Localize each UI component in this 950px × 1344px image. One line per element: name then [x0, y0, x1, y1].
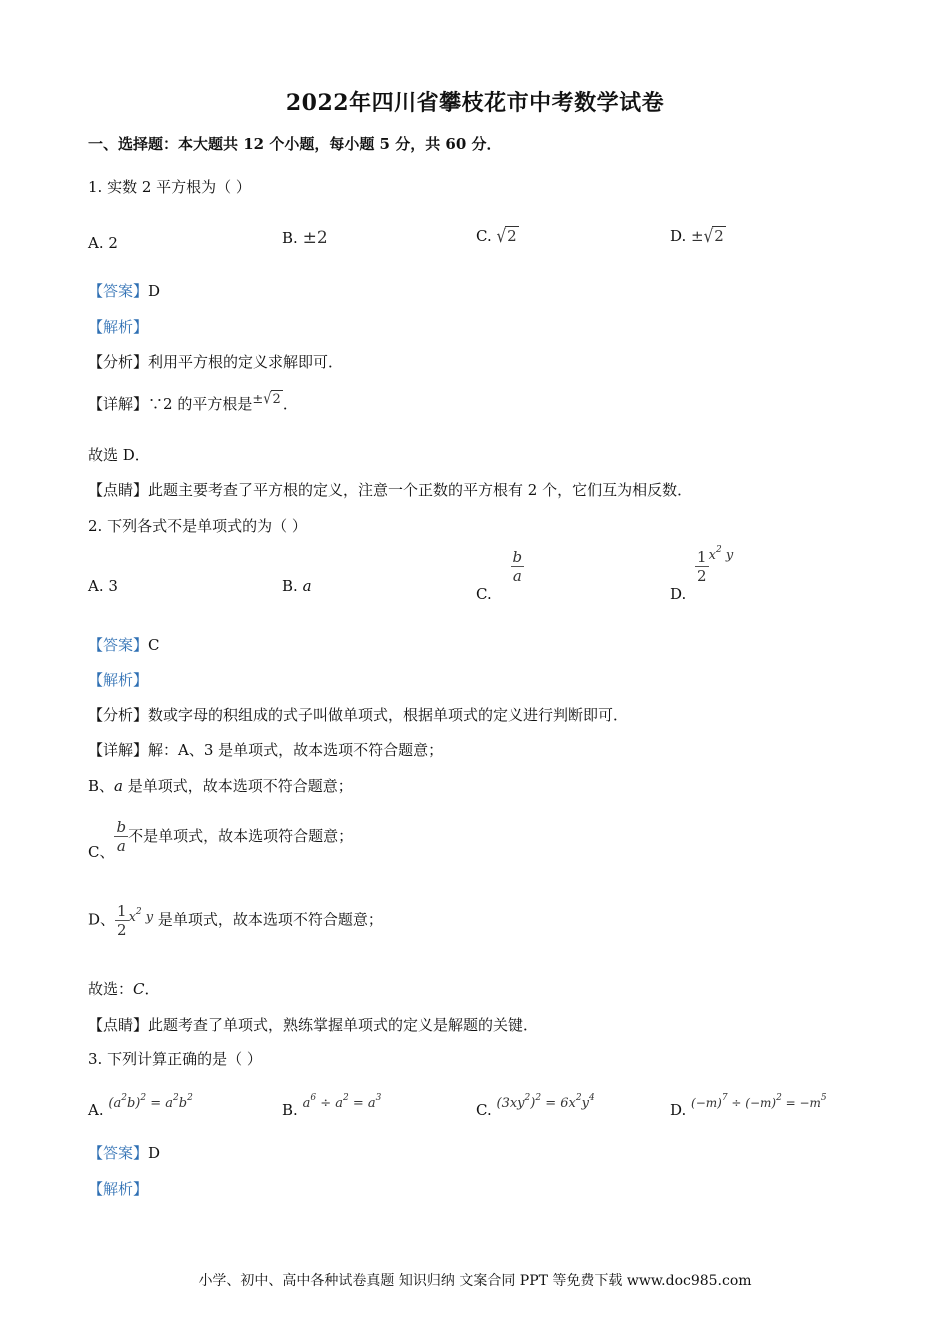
section-heading: 一、选择题：本大题共 12 个小题，每小题 5 分，共 60 分．: [88, 135, 502, 153]
q1-fenxi: 【分析】利用平方根的定义求解即可．: [88, 353, 344, 371]
q1-analysis-tag: 【解析】: [88, 318, 149, 336]
q2-answer: 【答案】C: [88, 636, 160, 654]
page-title: 2022年四川省攀枝花市中考数学试卷: [285, 90, 665, 116]
q2-stem: 2. 下列各式不是单项式的为（ ）: [88, 517, 307, 535]
q3-option-c: C. $(3xy^2)^2 = 6x^2y^4$: [476, 1093, 595, 1119]
q2-dianjing: 【点睛】此题考查了单项式，熟练掌握单项式的定义是解题的关键．: [88, 1016, 539, 1034]
q2-option-b: B. a: [282, 577, 312, 595]
q3-option-d: D. $(-m)^7 \div (-m)^2 = -m^5$: [670, 1093, 827, 1119]
q3-option-a: A. $(a^2b)^2 = a^2b^2$: [88, 1093, 193, 1119]
q1-option-c: C. √2: [476, 225, 517, 247]
q3-option-b: B. $a^6 \div a^2 = a^3$: [282, 1093, 382, 1119]
q2-line-b: B、a 是单项式，故本选项不符合题意；: [88, 777, 353, 795]
q1-option-d: D. ±√2: [670, 225, 724, 247]
q2-choose: 故选：C．: [88, 980, 160, 998]
q2-option-d: D. $\frac{1}{2}$ $x^2$ y: [670, 544, 734, 603]
q2-option-c: C. $\frac{b}{a}$: [476, 548, 523, 603]
q1-dianjing: 【点睛】此题主要考查了平方根的定义，注意一个正数的平方根有 2 个，它们互为相反数．: [88, 481, 693, 499]
q1-answer: 【答案】D: [88, 282, 161, 300]
sqrt-symbol: 2: [507, 227, 517, 245]
q2-option-a: A. 3: [88, 577, 118, 595]
q3-stem: 3. 下列计算正确的是（ ）: [88, 1050, 262, 1068]
q3-analysis-tag: 【解析】: [88, 1180, 149, 1198]
q1-option-a: A. 2: [88, 234, 118, 252]
footer-text: 小学、初中、高中各种试卷真题 知识归纳 文案合同 PPT 等免费下载 www.doc985.com: [198, 1273, 752, 1289]
q2-fenxi: 【分析】数或字母的积组成的式子叫做单项式，根据单项式的定义进行判断即可．: [88, 706, 629, 724]
q2-xiangjie: 【详解】解：A、3 是单项式，故本选项不符合题意；: [88, 741, 444, 759]
q1-xiangjie: 【详解】∵2 的平方根是±√2 ．: [88, 390, 298, 413]
q1-option-b: B. ±2: [282, 228, 328, 248]
q2-analysis-tag: 【解析】: [88, 671, 149, 689]
q1-choose: 故选 D．: [88, 446, 150, 464]
q3-answer: 【答案】D: [88, 1144, 161, 1162]
q1-stem: 1. 实数 2 平方根为（ ）: [88, 178, 251, 196]
q2-line-d: D、 $\frac{1}{2}$ $x^2$ y 是单项式，故本选项不符合题意；: [88, 902, 383, 939]
q2-line-c: C、 $\frac{b}{a}$ 不是单项式，故本选项符合题意；: [88, 818, 354, 861]
